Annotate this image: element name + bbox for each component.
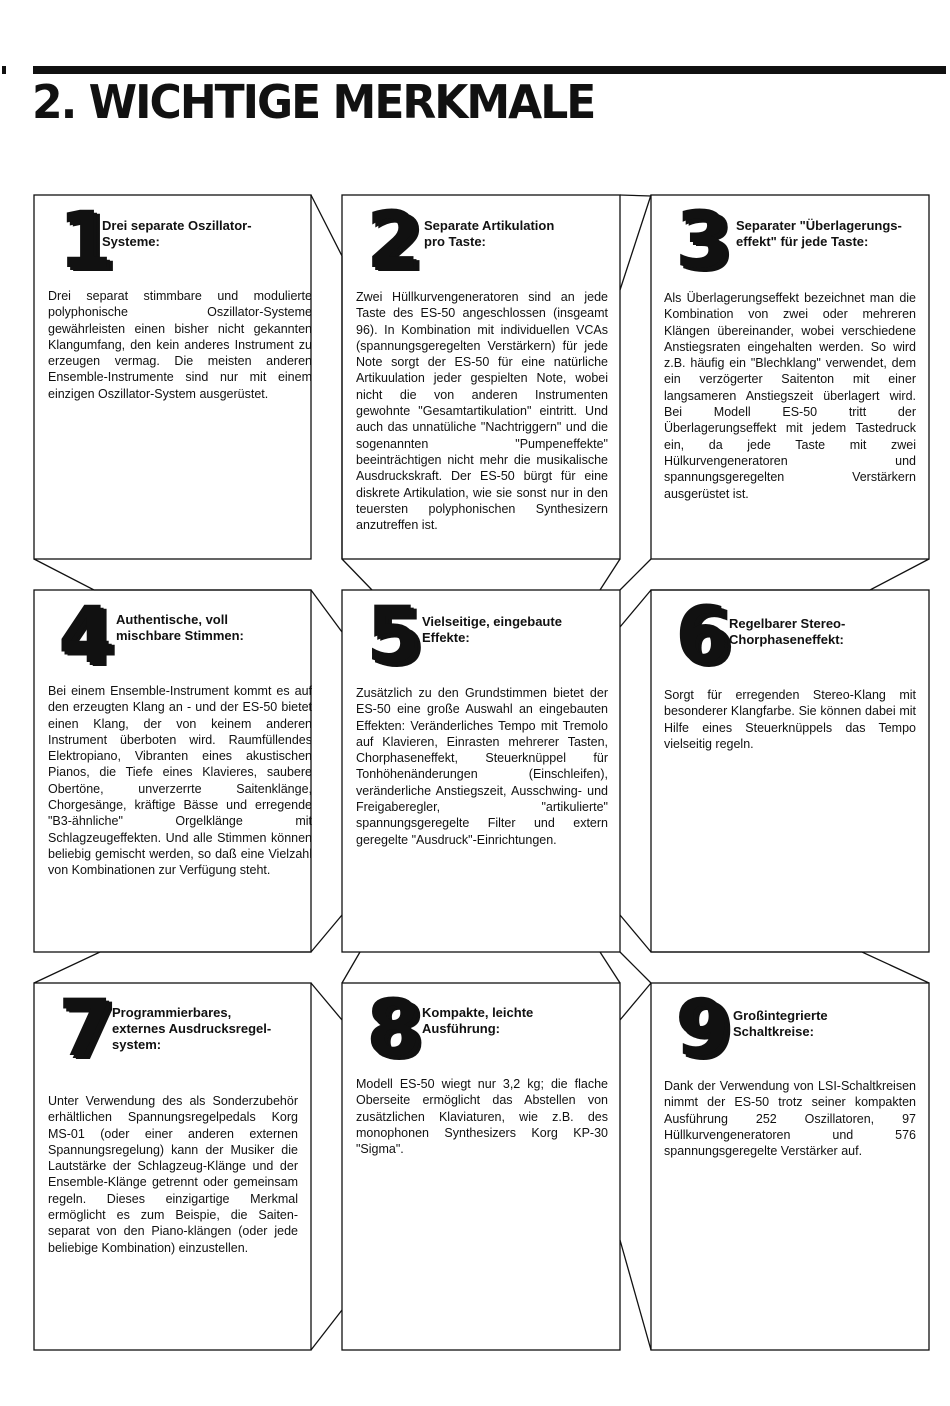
page-title: 2. WICHTIGE MERKMALE: [32, 75, 595, 130]
feature-body-text: Drei separat stimmbare und modulierte polyphonische Oszillator-Systeme gewährleisten einen bisher nicht gekannten Klangumfang, den kein anderes Instrument zu erzeugen vermag. Die meisten anderen Ensemble-Instrumente sind nur mit einem einzigen Oszillator-System ausgerüstet.: [48, 289, 312, 401]
feature-numeral: 9: [675, 984, 726, 1074]
feature-panel-6: [651, 590, 929, 952]
feature-panel-2: [342, 195, 620, 559]
feature-heading: Regelbarer Stereo- Chorphaseneffekt:: [729, 616, 846, 647]
feature-panel-7: [34, 983, 311, 1350]
feature-body: [664, 290, 916, 502]
feature-body-text: Bei einem Ensemble-Instrument kommt es auf den erzeugten Klang an - und der ES-50 bietet einen Klang, der von keinem anderen Instrument überboten wird. Raumfüllendes Elektropiano, Vibranten eines akustischen Pianos, die Tiefe eines Klavieres, saubere Obertöne, unverzerrte Saitenklänge, Chorgesänge, kräftige Bässe und erregende "B3-ähnliche" Orgelklänge mit Schlagzeugeffekten. Und alle Stimmen können beliebig gemischt werden, so daß eine Vielzahl von Kombinationen zur Verfügung steht.: [48, 684, 312, 878]
feature-body-text: Als Überlagerungseffekt bezeichnet man die Kombination von zwei oder mehreren Klängen übereinander, wobei verschiedene Anstiegsraten eingehalten werden. So wird z.B. häufig ein "Blechklang" verwendet, dem ein verzögerter Saitenton mit einer langsameren Anstiegszeit überlagert wird. Bei Modell ES-50 tritt der Überlagerungseffekt mit jedem Tastedruck ein, da jede Taste mit zwei Hülkurvengeneratoren und spannungsgeregelten Verstärkern ausgerüstet ist.: [664, 291, 916, 501]
feature-body-text: Unter Verwendung des als Sonderzubehör erhältlichen Spannungsregelpedals Korg MS-01 (oder einer anderen externen Spannungsregelung) kann der Musiker die Lautstärke der Schlagzeug-Klänge und der Ensemble-Klänge getrennt oder gemeinsam regeln. Dieses einzigartige Merkmal ermöglicht es zum Beispie, die Saiten- separat von den Piano-klängen (oder jede beliebige Kombination) einzustellen.: [48, 1094, 298, 1255]
feature-panel-9: [651, 983, 929, 1350]
feature-panel-8: [342, 983, 620, 1350]
feature-panel-4: [34, 590, 311, 952]
feature-heading: Programmierbares, externes Ausdrucksregel- system:: [112, 1005, 272, 1052]
feature-heading: Kompakte, leichte Ausführung:: [422, 1005, 534, 1036]
feature-body: [48, 1093, 298, 1256]
feature-numeral: 3: [675, 196, 726, 286]
feature-body: [664, 687, 916, 752]
feature-panel-5: [342, 590, 620, 952]
feature-numeral: 1: [58, 196, 109, 286]
feature-body: [356, 289, 608, 533]
feature-numeral: 6: [675, 591, 726, 681]
feature-heading: Separate Artikulation pro Taste:: [424, 218, 555, 249]
feature-body-text: Modell ES-50 wiegt nur 3,2 kg; die flache Oberseite ermöglicht das Abstellen von zusätzlichen Klaviaturen, wie z.B. des monophonen Synthesizers Korg KP-30 "Sigma".: [356, 1077, 608, 1157]
feature-numeral: 8: [366, 984, 417, 1074]
feature-body-text: Sorgt für erregenden Stereo-Klang mit besonderer Klangfarbe. Sie können dabei mit Hilfe eines Steuerknüppels das Tempo vielseitig regeln.: [664, 688, 916, 751]
feature-heading: Drei separate Oszillator- Systeme:: [102, 218, 252, 249]
feature-body-text: Zusätzlich zu den Grundstimmen bietet der ES-50 eine große Auswahl an eingebauten Effekten: Veränderliches Tempo mit Tremolo auf Klavieren, Einrasten mehrerer Tasten, Chorphaseneffekt, Steuerknüppel für Tonhöhenänderungen (Einschleifen), veränderliche Anstiegszeit, Ausschwing- und Freigaberegler, "artikulierte" spannungsgeregelte Filter und extern geregelte "Ausdruck"-Einrichtungen.: [356, 686, 608, 847]
feature-body: [664, 1078, 916, 1159]
feature-heading: Authentische, voll mischbare Stimmen:: [116, 612, 244, 643]
feature-panel-1: [34, 195, 311, 559]
feature-body: [48, 288, 312, 402]
feature-heading: Separater "Überlagerungs- effekt" für jede Taste:: [736, 218, 902, 249]
feature-numeral: 5: [366, 591, 417, 681]
feature-body-text: Zwei Hüllkurvengeneratoren sind an jede Taste des ES-50 angeschlossen (insgeamt 96). In Kombination mit individuellen VCAs (spannungsgeregelten Verstärkern) für jede Note sorgt der ES-50 für eine natürliche Artikuulation jeder gespielten Note, wobei nicht die von anderen Instrumenten gewohnte "Gesamtartikulation" eintritt. Und auch das unnatüliche "Nachtriggern" und die sogenannten "Pumpeneffekte" beeinträchtigen nicht mehr die musikalische Ausdruckskraft. Der ES-50 bürgt für eine diskrete Artikulation, wie sie sonst nur in den teuersten polyphonischen Synthesizern anzutreffen ist.: [356, 290, 608, 533]
feature-numeral: 4: [58, 591, 109, 681]
feature-heading: Großintegrierte Schaltkreise:: [733, 1008, 828, 1039]
feature-body: [356, 685, 608, 848]
feature-body-text: Dank der Verwendung von LSI-Schaltkreisen nimmt der ES-50 trotz seiner kompakten Ausführung 252 Oszillatoren, 97 Hüllkurvengeneratoren und 576 spannungsgeregelte Verstärker auf.: [664, 1079, 916, 1159]
feature-panel-3: [651, 195, 929, 559]
feature-body: [48, 683, 312, 879]
feature-numeral: 7: [58, 984, 109, 1074]
feature-body: [356, 1076, 608, 1157]
feature-numeral: 2: [366, 196, 417, 286]
feature-heading: Vielseitige, eingebaute Effekte:: [422, 614, 562, 645]
